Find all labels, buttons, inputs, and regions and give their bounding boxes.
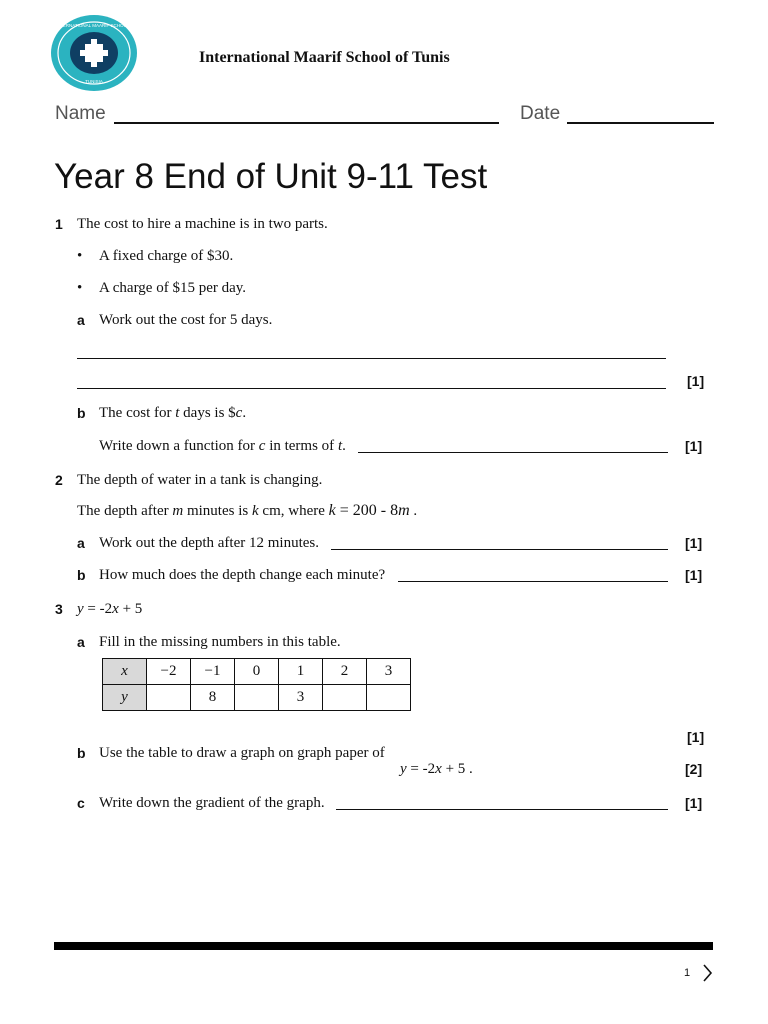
table-cell-answer[interactable]: [147, 685, 191, 711]
q3a-letter: a: [77, 634, 85, 650]
footer-rule: [54, 942, 713, 950]
q1a-answer-line-2[interactable]: [77, 388, 666, 389]
q2a-answer-line[interactable]: [331, 549, 668, 550]
table-cell-answer[interactable]: [235, 685, 279, 711]
name-field[interactable]: [114, 122, 499, 124]
q1a-mark: [1]: [687, 373, 705, 389]
table-row: [103, 659, 411, 685]
q3a-text: Fill in the missing numbers in this table.: [99, 634, 341, 650]
q1b-letter: b: [77, 405, 86, 421]
table-row: [103, 685, 411, 711]
table-cell: 3: [367, 659, 411, 685]
q2a-letter: a: [77, 535, 85, 551]
q1b-answer-line[interactable]: [358, 452, 668, 453]
school-logo: [50, 14, 138, 92]
q2a-text: Work out the depth after 12 minutes.: [99, 535, 319, 551]
table-cell: 1: [279, 659, 323, 685]
q3a-mark: [1]: [687, 729, 705, 745]
q3b-text: Use the table to draw a graph on graph paper of: [99, 745, 385, 761]
q1-bullet-1: A fixed charge of $30.: [99, 248, 234, 264]
q1b-instruction: Write down a function for c in terms of t.: [99, 438, 346, 454]
bullet-icon: •: [77, 248, 83, 264]
q2b-mark: [1]: [685, 567, 703, 583]
q3c-letter: c: [77, 795, 85, 811]
table-cell-x-label: x: [103, 659, 147, 685]
date-field[interactable]: [567, 122, 714, 124]
page-title: Year 8 End of Unit 9-11 Test: [54, 157, 488, 196]
q1b-text: The cost for t days is $c.: [99, 405, 247, 421]
logo-text-bottom: TUNISIA: [85, 79, 103, 84]
q1b-mark: [1]: [685, 438, 703, 454]
q1-number: 1: [55, 216, 63, 232]
table-cell: 3: [279, 685, 323, 711]
table-cell-answer[interactable]: [323, 685, 367, 711]
q3c-answer-line[interactable]: [336, 809, 668, 810]
q2b-letter: b: [77, 567, 86, 583]
logo-text-top: INTERNATIONAL MAARIF SCHOOLS: [55, 23, 133, 28]
q3b-mark: [2]: [685, 761, 703, 777]
q3a-value-table: [102, 658, 411, 711]
name-label: Name: [55, 103, 106, 124]
table-cell-answer[interactable]: [367, 685, 411, 711]
chevron-right-icon[interactable]: [700, 963, 714, 983]
table-cell: 0: [235, 659, 279, 685]
q1a-text: Work out the cost for 5 days.: [99, 312, 273, 328]
q3c-mark: [1]: [685, 795, 703, 811]
page-number: 1: [684, 967, 691, 979]
q3c-text: Write down the gradient of the graph.: [99, 795, 325, 811]
table-cell-y-label: y: [103, 685, 147, 711]
q1a-letter: a: [77, 312, 85, 328]
bullet-icon: •: [77, 280, 83, 296]
table-cell: 2: [323, 659, 367, 685]
table-cell: −2: [147, 659, 191, 685]
q2-description: The depth after m minutes is k cm, where k = 200 - 8m .: [77, 502, 418, 519]
q1-bullet-2: A charge of $15 per day.: [99, 280, 247, 296]
q3-equation: y = -2x + 5: [77, 601, 143, 617]
q2-intro: The depth of water in a tank is changing.: [77, 472, 323, 488]
q2b-text: How much does the depth change each minute?: [99, 567, 386, 583]
table-cell: −1: [191, 659, 235, 685]
date-label: Date: [520, 103, 561, 124]
q2b-answer-line[interactable]: [398, 581, 668, 582]
q3-number: 3: [55, 601, 63, 617]
q3b-equation: y = -2x + 5 .: [400, 761, 473, 777]
school-name: International Maarif School of Tunis: [199, 49, 450, 66]
q3b-letter: b: [77, 745, 86, 761]
table-cell: 8: [191, 685, 235, 711]
q1a-answer-line-1[interactable]: [77, 358, 666, 359]
q2-number: 2: [55, 472, 63, 488]
q2a-mark: [1]: [685, 535, 703, 551]
q1-intro: The cost to hire a machine is in two parts.: [77, 216, 328, 232]
